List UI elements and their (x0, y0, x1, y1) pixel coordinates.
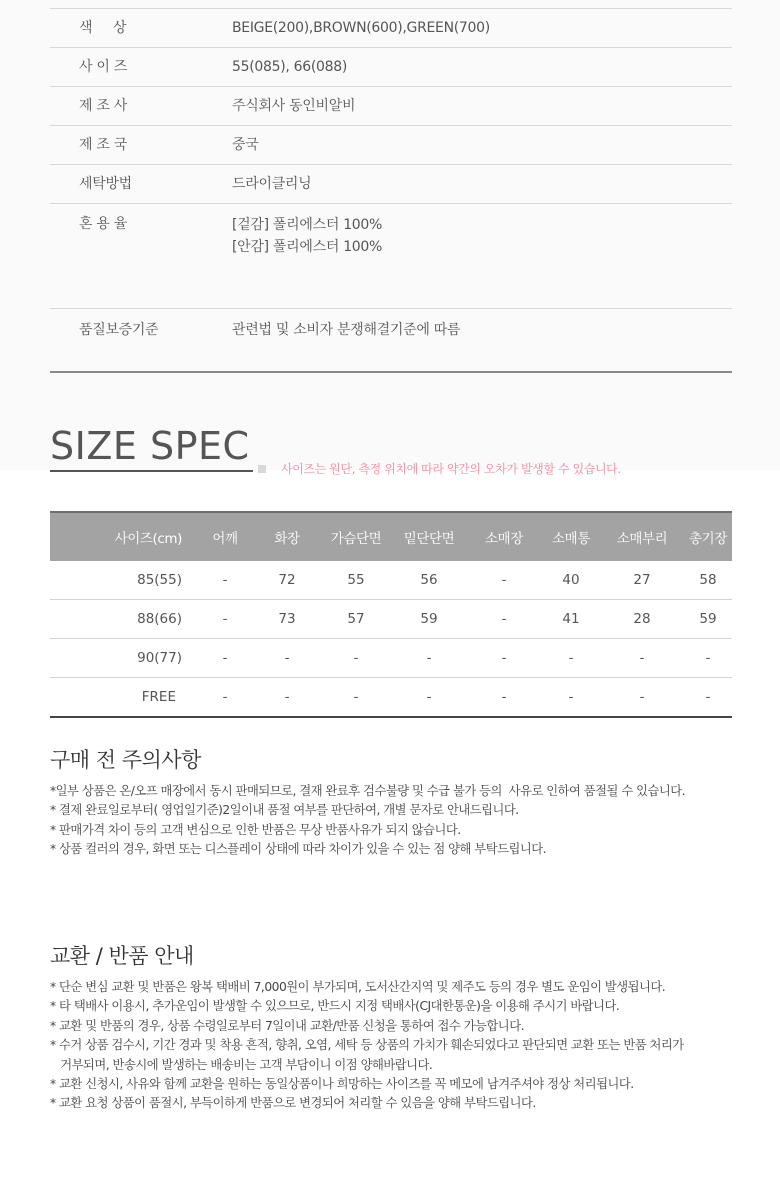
returns-list (50, 978, 684, 1114)
info-label: 제 조 국 (79, 137, 127, 153)
info-value: 관련법 및 소비자 분쟁해결기준에 따름 (232, 322, 461, 338)
info-label: 사 이 즈 (79, 59, 127, 75)
material-outer: [겉감] 폴리에스터 100% (232, 217, 383, 233)
table-cell: - (254, 678, 320, 718)
list-item: * 단순 변심 교환 및 반품은 왕복 택배비 7,000원이 부가되며, 도서산간지역 및 제주도 등의 경우 별도 운임이 발생됩니다. (50, 980, 666, 994)
table-cell: - (254, 639, 320, 678)
size-table (50, 511, 732, 718)
list-item: *일부 상품은 온/오프 매장에서 동시 판매되므로, 결재 완료후 검수불량 및 수급 불가 등의 사유로 인하여 품절될 수 있습니다. (50, 784, 686, 798)
header-chest: 가슴단면 (320, 512, 392, 561)
list-item: * 교환 요청 상품이 품절시, 부득이하게 반품으로 변경되어 처리할 수 있음을 양해 부탁드립니다. (50, 1096, 536, 1111)
table-row (50, 639, 732, 678)
list-item: * 교환 신청시, 사유와 함께 교환을 원하는 동일상품이나 희망하는 사이즈를 꼭 메모에 남겨주셔야 정상 처리됩니다. (50, 1077, 634, 1092)
info-row-size (50, 48, 732, 87)
table-cell: 73 (254, 600, 320, 639)
table-cell: 55 (320, 561, 392, 600)
returns-title: 교환 / 반품 안내 (50, 944, 194, 968)
size-spec-title: SIZE SPEC (50, 424, 250, 468)
table-cell: - (466, 600, 542, 639)
header-total-length: 총기장 (684, 512, 732, 561)
square-bullet-icon (258, 465, 266, 473)
table-cell: - (600, 678, 684, 718)
table-cell: 88(66) (50, 600, 196, 639)
list-item: * 수거 상품 검수시, 기간 경과 및 착용 흔적, 향취, 오염, 세탁 등 상품의 가치가 훼손되었다고 판단되면 교환 또는 반품 처리가 (50, 1038, 684, 1053)
precautions-title: 구매 전 주의사항 (50, 748, 201, 772)
table-cell: - (466, 639, 542, 678)
table-cell: - (392, 678, 466, 718)
table-row (50, 678, 732, 718)
info-label: 제 조 사 (79, 98, 127, 114)
table-cell: - (466, 561, 542, 600)
table-cell: - (196, 678, 254, 718)
table-cell: 85(55) (50, 561, 196, 600)
size-table-header (50, 512, 732, 561)
table-cell: 90(77) (50, 639, 196, 678)
table-cell: 27 (600, 561, 684, 600)
table-cell: - (196, 600, 254, 639)
product-info-table (50, 8, 732, 373)
list-item: * 판매가격 차이 등의 고객 변심으로 인한 반품은 무상 반품사유가 되지 않습니다. (50, 822, 461, 837)
table-cell: 57 (320, 600, 392, 639)
table-cell: 58 (684, 561, 732, 600)
table-cell: - (196, 561, 254, 600)
header-sleeve-length: 소매장 (466, 512, 542, 561)
list-item: * 교환 및 반품의 경우, 상품 수령일로부터 7일이내 교환/반품 신청을 통하여 접수 가능합니다. (50, 1018, 524, 1033)
table-cell: 28 (600, 600, 684, 639)
header-shoulder: 어깨 (196, 512, 254, 561)
table-cell: - (320, 678, 392, 718)
info-row-color (50, 9, 732, 48)
title-underline (50, 470, 253, 472)
info-row-quality (50, 309, 732, 373)
header-size: 사이즈(cm) (50, 512, 196, 561)
table-cell: FREE (50, 678, 196, 718)
info-value (232, 204, 732, 258)
table-cell: - (320, 639, 392, 678)
table-row (50, 600, 732, 639)
info-value: 중국 (232, 137, 259, 153)
info-row-washing (50, 165, 732, 204)
list-item: 거부되며, 반송시에 발생하는 배송비는 고객 부담이니 이점 양해바랍니다. (50, 1057, 433, 1072)
table-cell: 56 (392, 561, 466, 600)
info-label: 색 상 (79, 20, 127, 36)
info-value: BEIGE(200),BROWN(600),GREEN(700) (232, 20, 490, 36)
list-item: * 결제 완료일로부터( 영업일기준)2일이내 품절 여부를 판단하여, 개별 문자로 안내드립니다. (50, 803, 519, 818)
table-cell: - (466, 678, 542, 718)
table-cell: - (196, 639, 254, 678)
table-cell: 40 (542, 561, 600, 600)
info-label: 세탁방법 (79, 176, 132, 192)
table-cell: 59 (392, 600, 466, 639)
info-row-country (50, 126, 732, 165)
table-cell: 72 (254, 561, 320, 600)
info-label: 품질보증기준 (79, 322, 159, 338)
info-row-material (50, 204, 732, 309)
table-cell: - (684, 639, 732, 678)
table-cell: - (392, 639, 466, 678)
info-row-maker (50, 87, 732, 126)
table-row (50, 561, 732, 600)
table-cell: 41 (542, 600, 600, 639)
list-item: * 타 택배사 이용시, 추가운임이 발생할 수 있으므로, 반드시 지정 택배사(CJ대한통운)을 이용해 주시기 바랍니다. (50, 999, 620, 1014)
precautions-list (50, 782, 685, 860)
header-cuff: 소매부리 (600, 512, 684, 561)
table-cell: - (542, 639, 600, 678)
header-hem: 밑단단면 (392, 512, 466, 561)
header-sleeve-width: 소매통 (542, 512, 600, 561)
table-cell: - (542, 678, 600, 718)
table-cell: - (600, 639, 684, 678)
header-sleeve-full: 화장 (254, 512, 320, 561)
info-label: 혼 용 율 (79, 216, 127, 232)
table-cell: - (684, 678, 732, 718)
list-item: * 상품 컬러의 경우, 화면 또는 디스플레이 상태에 따라 차이가 있을 수 있는 점 양해 부탁드립니다. (50, 842, 546, 857)
material-lining: [안감] 폴리에스터 100% (232, 239, 383, 255)
info-value: 드라이클리닝 (232, 176, 312, 192)
info-value: 55(085), 66(088) (232, 59, 348, 75)
size-spec-note: 사이즈는 원단, 측정 위치에 따라 약간의 오차가 발생할 수 있습니다. (281, 462, 621, 476)
table-cell: 59 (684, 600, 732, 639)
info-value: 주식회사 동인비알비 (232, 98, 356, 114)
